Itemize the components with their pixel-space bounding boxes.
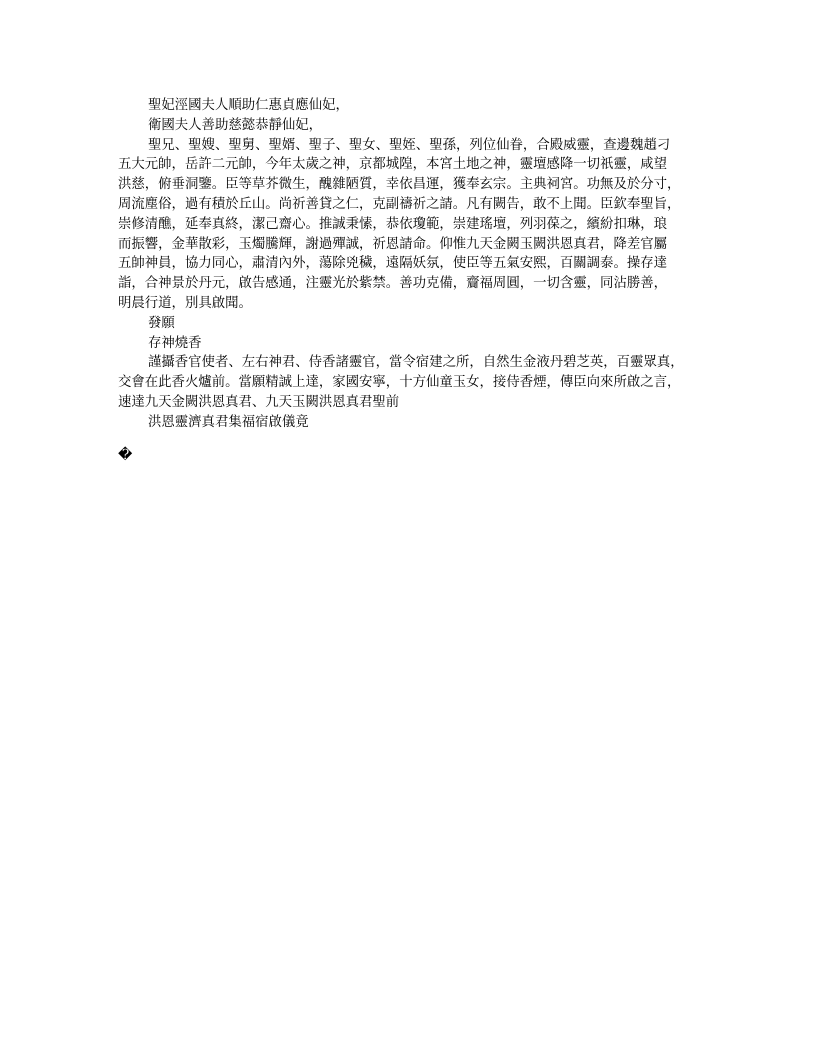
spacer bbox=[118, 433, 700, 445]
text-line: 詣，合神景於丹元，啟告感通，注靈光於紫禁。善功克備，齎福周圓，一切含靈，同沾勝善， bbox=[118, 276, 668, 292]
closing-line: 洪恩靈濟真君集福宿啟儀竟 bbox=[148, 414, 309, 430]
text-line: 五大元帥，岳許二元帥，今年太歲之神，京都城隍，本宮土地之神，靈壇感降一切祇靈，咸望 bbox=[118, 157, 668, 173]
heading-vow: 發願 bbox=[148, 315, 175, 331]
text-line: 衛國夫人善助慈懿恭靜仙妃， bbox=[148, 117, 323, 133]
text-line: 崇修清醮，延奉真終，潔己齋心。推誠秉愫，恭依瓊範，崇建瑤壇，列羽葆之，繽紛扣琳，琅 bbox=[118, 216, 668, 232]
text-line: 聖兄、聖嫂、聖舅、聖婿、聖子、聖女、聖姪、聖孫，列位仙眷，合殿威靈，查邊魏趙刁 bbox=[148, 137, 671, 153]
text-line: 謹攝香官使者、左右神君、侍香諸靈官，當令宿建之所，自然生金液丹碧芝英，百靈眾真， bbox=[148, 355, 684, 371]
text-line: 速達九天金闕洪恩真君、九天玉闕洪恩真君聖前 bbox=[118, 394, 400, 410]
text-line: 交會在此香火爐前。當願精誠上達，家國安寧，十方仙童玉女，接侍香煙，傳臣向來所啟之言， bbox=[118, 375, 681, 391]
text-line: 明晨行道，別具啟聞。 bbox=[118, 295, 252, 311]
text-line: 五帥神員，協力同心，肅清內外，蕩除兇穢，遠隔妖氛，使臣等五氣安熙，百關調泰。操存達 bbox=[118, 256, 668, 272]
text-line: 聖妃涇國夫人順助仁惠貞應仙妃， bbox=[148, 98, 349, 113]
text-line: 周流塵俗，過有積於丘山。尚祈善貸之仁，克副禱祈之請。凡有闕告，敢不上聞。臣欽奉聖旨， bbox=[118, 196, 681, 212]
text-line: 洪慈，俯垂洞鑒。臣等草芥微生，醜雜陋質，幸依昌運，獲奉玄宗。主典祠宮。功無及於分寸， bbox=[118, 177, 681, 193]
document-page bbox=[118, 96, 700, 465]
heading-incense: 存神燒香 bbox=[148, 335, 202, 351]
text-line: 而振響，金華散彩，玉燭騰輝，謝過殫誠，祈恩請命。仰惟九天金闕玉闕洪恩真君，降差官屬 bbox=[118, 236, 668, 252]
replacement-glyph: � bbox=[118, 446, 133, 463]
